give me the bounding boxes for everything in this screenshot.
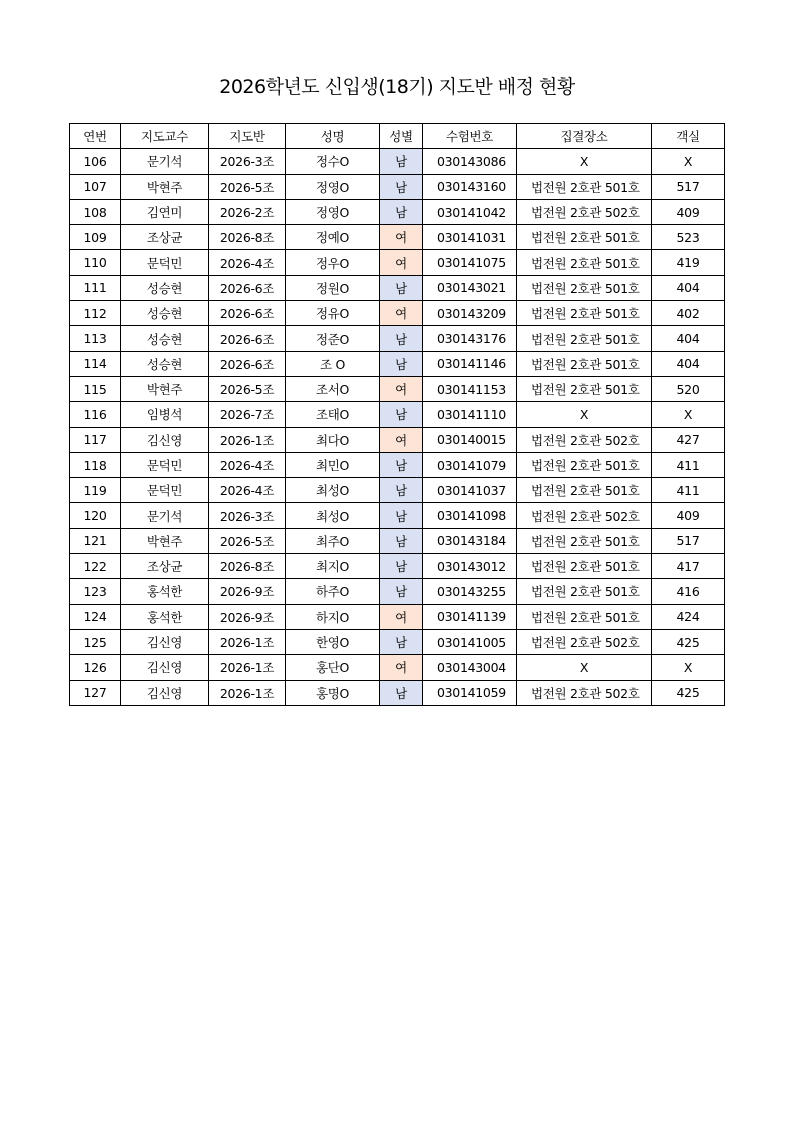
name-cell: 정예O — [286, 225, 380, 250]
room-cell: 517 — [652, 528, 725, 553]
group-cell: 2026-4조 — [209, 478, 286, 503]
table-row — [70, 604, 725, 629]
table-row — [70, 326, 725, 351]
assembly-place-cell: X — [517, 402, 652, 427]
table-row — [70, 149, 725, 174]
room-cell: 411 — [652, 452, 725, 477]
no-cell: 117 — [70, 427, 121, 452]
table-row — [70, 174, 725, 199]
advisor-cell: 김신영 — [121, 427, 209, 452]
no-cell: 113 — [70, 326, 121, 351]
advisor-cell: 문덕민 — [121, 478, 209, 503]
exam-number-cell: 030141075 — [423, 250, 517, 275]
group-cell: 2026-1조 — [209, 680, 286, 705]
gender-cell: 여 — [380, 427, 423, 452]
advisor-cell: 홍석한 — [121, 604, 209, 629]
exam-number-cell: 030141139 — [423, 604, 517, 629]
group-cell: 2026-9조 — [209, 579, 286, 604]
gender-cell: 남 — [380, 452, 423, 477]
no-cell: 122 — [70, 554, 121, 579]
assembly-place-cell: 법전원 2호관 501호 — [517, 275, 652, 300]
advisor-cell: 성승현 — [121, 275, 209, 300]
header-assembly-place: 집결장소 — [517, 124, 652, 149]
exam-number-cell: 030141079 — [423, 452, 517, 477]
name-cell: 하지O — [286, 604, 380, 629]
table-row — [70, 351, 725, 376]
no-cell: 109 — [70, 225, 121, 250]
name-cell: 정원O — [286, 275, 380, 300]
exam-number-cell: 030143021 — [423, 275, 517, 300]
table-row — [70, 478, 725, 503]
exam-number-cell: 030143012 — [423, 554, 517, 579]
exam-number-cell: 030143255 — [423, 579, 517, 604]
advisor-cell: 김신영 — [121, 629, 209, 654]
advisor-cell: 문기석 — [121, 149, 209, 174]
advisor-cell: 문덕민 — [121, 452, 209, 477]
gender-cell: 여 — [380, 376, 423, 401]
assembly-place-cell: 법전원 2호관 501호 — [517, 376, 652, 401]
table-row — [70, 680, 725, 705]
table-row — [70, 301, 725, 326]
header-gender: 성별 — [380, 124, 423, 149]
table-row — [70, 452, 725, 477]
room-cell: 417 — [652, 554, 725, 579]
assembly-place-cell: 법전원 2호관 501호 — [517, 351, 652, 376]
assembly-place-cell: 법전원 2호관 501호 — [517, 174, 652, 199]
gender-cell: 남 — [380, 629, 423, 654]
room-cell: 425 — [652, 680, 725, 705]
group-cell: 2026-9조 — [209, 604, 286, 629]
room-cell: X — [652, 149, 725, 174]
group-cell: 2026-1조 — [209, 629, 286, 654]
room-cell: 411 — [652, 478, 725, 503]
room-cell: 402 — [652, 301, 725, 326]
assembly-place-cell: 법전원 2호관 501호 — [517, 250, 652, 275]
no-cell: 127 — [70, 680, 121, 705]
exam-number-cell: 030143184 — [423, 528, 517, 553]
room-cell: 409 — [652, 199, 725, 224]
no-cell: 110 — [70, 250, 121, 275]
assembly-place-cell: 법전원 2호관 501호 — [517, 604, 652, 629]
room-cell: 404 — [652, 326, 725, 351]
name-cell: 정영O — [286, 174, 380, 199]
room-cell: X — [652, 655, 725, 680]
no-cell: 119 — [70, 478, 121, 503]
group-cell: 2026-4조 — [209, 250, 286, 275]
gender-cell: 여 — [380, 250, 423, 275]
exam-number-cell: 030143209 — [423, 301, 517, 326]
advisor-cell: 박현주 — [121, 528, 209, 553]
name-cell: 조서O — [286, 376, 380, 401]
advisor-cell: 성승현 — [121, 351, 209, 376]
gender-cell: 남 — [380, 680, 423, 705]
exam-number-cell: 030141098 — [423, 503, 517, 528]
assembly-place-cell: 법전원 2호관 502호 — [517, 680, 652, 705]
no-cell: 124 — [70, 604, 121, 629]
table-row — [70, 554, 725, 579]
exam-number-cell: 030143176 — [423, 326, 517, 351]
exam-number-cell: 030141153 — [423, 376, 517, 401]
group-cell: 2026-1조 — [209, 655, 286, 680]
group-cell: 2026-5조 — [209, 528, 286, 553]
assembly-place-cell: 법전원 2호관 501호 — [517, 579, 652, 604]
room-cell: 425 — [652, 629, 725, 654]
name-cell: 정유O — [286, 301, 380, 326]
name-cell: 정영O — [286, 199, 380, 224]
table-row — [70, 503, 725, 528]
gender-cell: 남 — [380, 528, 423, 553]
name-cell: 최성O — [286, 503, 380, 528]
table-row — [70, 275, 725, 300]
assembly-place-cell: 법전원 2호관 502호 — [517, 503, 652, 528]
advisor-cell: 김신영 — [121, 680, 209, 705]
exam-number-cell: 030141146 — [423, 351, 517, 376]
group-cell: 2026-6조 — [209, 351, 286, 376]
exam-number-cell: 030141110 — [423, 402, 517, 427]
assembly-place-cell: 법전원 2호관 501호 — [517, 554, 652, 579]
table-row — [70, 402, 725, 427]
no-cell: 114 — [70, 351, 121, 376]
room-cell: 520 — [652, 376, 725, 401]
advisor-cell: 김신영 — [121, 655, 209, 680]
exam-number-cell: 030141031 — [423, 225, 517, 250]
exam-number-cell: 030143160 — [423, 174, 517, 199]
no-cell: 120 — [70, 503, 121, 528]
advisor-cell: 임병석 — [121, 402, 209, 427]
assembly-place-cell: 법전원 2호관 501호 — [517, 225, 652, 250]
assembly-place-cell: X — [517, 655, 652, 680]
room-cell: 517 — [652, 174, 725, 199]
assembly-place-cell: 법전원 2호관 501호 — [517, 326, 652, 351]
name-cell: 최민O — [286, 452, 380, 477]
assembly-place-cell: 법전원 2호관 502호 — [517, 199, 652, 224]
advisor-cell: 문기석 — [121, 503, 209, 528]
assembly-place-cell: 법전원 2호관 501호 — [517, 478, 652, 503]
gender-cell: 여 — [380, 604, 423, 629]
name-cell: 정준O — [286, 326, 380, 351]
group-cell: 2026-7조 — [209, 402, 286, 427]
room-cell: 427 — [652, 427, 725, 452]
exam-number-cell: 030141059 — [423, 680, 517, 705]
group-cell: 2026-6조 — [209, 326, 286, 351]
header-room: 객실 — [652, 124, 725, 149]
no-cell: 112 — [70, 301, 121, 326]
assembly-place-cell: 법전원 2호관 502호 — [517, 629, 652, 654]
gender-cell: 여 — [380, 655, 423, 680]
no-cell: 115 — [70, 376, 121, 401]
table-row — [70, 579, 725, 604]
table-body — [70, 149, 725, 706]
name-cell: 조태O — [286, 402, 380, 427]
group-cell: 2026-5조 — [209, 174, 286, 199]
assembly-place-cell: X — [517, 149, 652, 174]
name-cell: 홍단O — [286, 655, 380, 680]
gender-cell: 여 — [380, 225, 423, 250]
assembly-place-cell: 법전원 2호관 501호 — [517, 452, 652, 477]
gender-cell: 남 — [380, 174, 423, 199]
advisor-cell: 김연미 — [121, 199, 209, 224]
table-header-row — [70, 124, 725, 149]
gender-cell: 남 — [380, 579, 423, 604]
room-cell: 409 — [652, 503, 725, 528]
name-cell: 최주O — [286, 528, 380, 553]
name-cell: 최다O — [286, 427, 380, 452]
no-cell: 108 — [70, 199, 121, 224]
group-cell: 2026-5조 — [209, 376, 286, 401]
table-row — [70, 225, 725, 250]
group-cell: 2026-8조 — [209, 554, 286, 579]
no-cell: 118 — [70, 452, 121, 477]
group-cell: 2026-4조 — [209, 452, 286, 477]
gender-cell: 남 — [380, 478, 423, 503]
room-cell: 404 — [652, 275, 725, 300]
no-cell: 116 — [70, 402, 121, 427]
header-exam-number: 수험번호 — [423, 124, 517, 149]
header-name: 성명 — [286, 124, 380, 149]
gender-cell: 남 — [380, 351, 423, 376]
table-row — [70, 629, 725, 654]
name-cell: 정수O — [286, 149, 380, 174]
exam-number-cell: 030141037 — [423, 478, 517, 503]
advisor-cell: 박현주 — [121, 174, 209, 199]
no-cell: 125 — [70, 629, 121, 654]
advisor-cell: 조상균 — [121, 225, 209, 250]
name-cell: 조 O — [286, 351, 380, 376]
group-cell: 2026-3조 — [209, 503, 286, 528]
name-cell: 하주O — [286, 579, 380, 604]
exam-number-cell: 030141005 — [423, 629, 517, 654]
table-row — [70, 655, 725, 680]
name-cell: 한영O — [286, 629, 380, 654]
advisor-cell: 박현주 — [121, 376, 209, 401]
gender-cell: 남 — [380, 149, 423, 174]
advisor-cell: 성승현 — [121, 301, 209, 326]
no-cell: 106 — [70, 149, 121, 174]
exam-number-cell: 030140015 — [423, 427, 517, 452]
no-cell: 111 — [70, 275, 121, 300]
group-cell: 2026-1조 — [209, 427, 286, 452]
page-title: 2026학년도 신입생(18기) 지도반 배정 현황 — [219, 76, 575, 98]
gender-cell: 여 — [380, 301, 423, 326]
group-cell: 2026-8조 — [209, 225, 286, 250]
room-cell: 419 — [652, 250, 725, 275]
advisor-cell: 문덕민 — [121, 250, 209, 275]
group-cell: 2026-6조 — [209, 275, 286, 300]
group-cell: 2026-3조 — [209, 149, 286, 174]
no-cell: 121 — [70, 528, 121, 553]
group-cell: 2026-6조 — [209, 301, 286, 326]
advisor-cell: 조상균 — [121, 554, 209, 579]
assembly-place-cell: 법전원 2호관 502호 — [517, 427, 652, 452]
no-cell: 123 — [70, 579, 121, 604]
name-cell: 정우O — [286, 250, 380, 275]
gender-cell: 남 — [380, 402, 423, 427]
table-row — [70, 199, 725, 224]
name-cell: 홍명O — [286, 680, 380, 705]
exam-number-cell: 030143004 — [423, 655, 517, 680]
table-row — [70, 250, 725, 275]
room-cell: X — [652, 402, 725, 427]
gender-cell: 남 — [380, 326, 423, 351]
room-cell: 404 — [652, 351, 725, 376]
advisor-cell: 성승현 — [121, 326, 209, 351]
no-cell: 126 — [70, 655, 121, 680]
assembly-place-cell: 법전원 2호관 501호 — [517, 528, 652, 553]
exam-number-cell: 030143086 — [423, 149, 517, 174]
advisor-cell: 홍석한 — [121, 579, 209, 604]
header-group: 지도반 — [209, 124, 286, 149]
assembly-place-cell: 법전원 2호관 501호 — [517, 301, 652, 326]
room-cell: 523 — [652, 225, 725, 250]
room-cell: 416 — [652, 579, 725, 604]
gender-cell: 남 — [380, 199, 423, 224]
no-cell: 107 — [70, 174, 121, 199]
name-cell: 최성O — [286, 478, 380, 503]
gender-cell: 남 — [380, 275, 423, 300]
name-cell: 최지O — [286, 554, 380, 579]
header-advisor: 지도교수 — [121, 124, 209, 149]
gender-cell: 남 — [380, 503, 423, 528]
table-row — [70, 427, 725, 452]
gender-cell: 남 — [380, 554, 423, 579]
exam-number-cell: 030141042 — [423, 199, 517, 224]
group-cell: 2026-2조 — [209, 199, 286, 224]
table-row — [70, 376, 725, 401]
room-cell: 424 — [652, 604, 725, 629]
table-row — [70, 528, 725, 553]
header-no: 연번 — [70, 124, 121, 149]
assignment-table — [69, 123, 725, 706]
